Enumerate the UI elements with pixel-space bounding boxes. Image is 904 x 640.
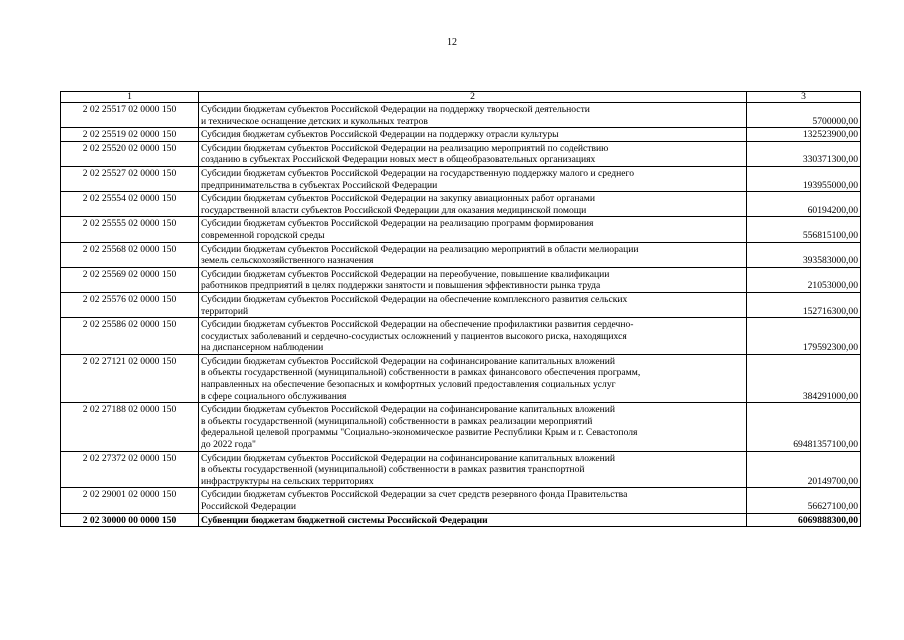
row-code: 2 02 25519 02 0000 150	[61, 128, 199, 142]
row-amount: 69481357100,00	[747, 403, 861, 451]
total-label: Субвенции бюджетам бюджетной системы Российской Федерации	[199, 513, 747, 527]
row-code: 2 02 25520 02 0000 150	[61, 141, 199, 166]
row-amount: 384291000,00	[747, 354, 861, 402]
table-row	[61, 242, 861, 267]
row-amount: 5700000,00	[747, 103, 861, 128]
budget-table	[60, 91, 861, 527]
row-amount: 152716300,00	[747, 292, 861, 317]
row-description	[199, 292, 747, 317]
row-description-line: Российской Федерации	[201, 501, 296, 512]
row-description-line: предпринимательства в субъектах Российской Федерации	[201, 179, 438, 191]
row-description	[199, 403, 747, 451]
column-header-amount: 3	[747, 92, 861, 103]
row-description-line: Субсидии бюджетам субъектов Российской Федерации на софинансирование капитальных вложений	[201, 355, 615, 367]
row-description	[199, 354, 747, 402]
row-description-line: Субсидии бюджетам субъектов Российской Федерации на софинансирование капитальных вложений	[201, 404, 615, 416]
row-code: 2 02 27372 02 0000 150	[61, 451, 199, 488]
row-description-line: Субсидии бюджетам субъектов Российской Федерации на реализацию мероприятий по содействию	[201, 142, 609, 154]
table-row	[61, 217, 861, 242]
column-header-code: 1	[61, 92, 199, 103]
table-row	[61, 451, 861, 488]
row-description-line: в объекты государственной (муниципальной) собственности в рамках реализации мероприятий	[201, 415, 593, 427]
row-description-line: Субсидии бюджетам субъектов Российской Федерации за счет средств резервного фонда Правительства	[201, 489, 628, 501]
table-header-row	[61, 92, 861, 103]
row-description	[199, 217, 747, 242]
row-code: 2 02 25576 02 0000 150	[61, 292, 199, 317]
row-description-line: и техническое оснащение детских и кукольных театров	[201, 115, 428, 127]
row-description-line: Субсидии бюджетам субъектов Российской Федерации на переобучение, повышение квалификации	[201, 268, 610, 280]
row-description-line: федеральной целевой программы "Социально-экономическое развитие Республики Крым и г. Севастополя	[201, 427, 638, 439]
row-description	[199, 242, 747, 267]
row-code: 2 02 25517 02 0000 150	[61, 103, 199, 128]
row-description	[199, 488, 747, 513]
row-description-line: Субсидии бюджетам субъектов Российской Федерации на обеспечение профилактики развития сердечно-	[201, 319, 634, 331]
row-description-line: инфраструктуры на сельских территориях	[201, 475, 374, 487]
table-row	[61, 292, 861, 317]
row-description	[199, 267, 747, 292]
row-description	[199, 141, 747, 166]
row-amount: 132523900,00	[747, 128, 861, 142]
row-amount: 56627100,00	[747, 488, 861, 513]
row-amount: 193955000,00	[747, 166, 861, 191]
table-row	[61, 166, 861, 191]
table-row	[61, 488, 861, 513]
row-code: 2 02 27121 02 0000 150	[61, 354, 199, 402]
row-description	[199, 166, 747, 191]
row-description	[199, 128, 747, 142]
table-total-row	[61, 513, 861, 527]
row-amount: 21053000,00	[747, 267, 861, 292]
row-description-line: Субсидии бюджетам субъектов Российской Федерации на поддержку творческой деятельности	[201, 104, 590, 115]
row-amount: 20149700,00	[747, 451, 861, 488]
row-description	[199, 318, 747, 355]
row-description-line: территорий	[201, 305, 249, 317]
row-description-line: Субсидии бюджетам субъектов Российской Федерации на софинансирование капитальных вложений	[201, 452, 615, 464]
column-header-description: 2	[199, 92, 747, 103]
total-code: 2 02 30000 00 0000 150	[61, 513, 199, 527]
total-amount: 6069888300,00	[747, 513, 861, 527]
table-row	[61, 128, 861, 142]
row-amount: 393583000,00	[747, 242, 861, 267]
row-description-line: в объекты государственной (муниципальной) собственности в рамках развития транспортной	[201, 464, 585, 476]
table-row	[61, 267, 861, 292]
row-code: 2 02 27188 02 0000 150	[61, 403, 199, 451]
row-amount: 60194200,00	[747, 192, 861, 217]
row-code: 2 02 25555 02 0000 150	[61, 217, 199, 242]
row-description-line: Субсидии бюджетам субъектов Российской Федерации на закупку авиационных работ органами	[201, 193, 596, 205]
row-description-line: в сфере социального обслуживания	[201, 390, 347, 402]
row-amount: 330371300,00	[747, 141, 861, 166]
row-code: 2 02 25586 02 0000 150	[61, 318, 199, 355]
row-code: 2 02 25568 02 0000 150	[61, 242, 199, 267]
page-number: 12	[447, 37, 457, 48]
row-description-line: направленных на обеспечение безопасных и комфортных условий предоставления социальных услуг	[201, 379, 616, 391]
row-description-line: земель сельскохозяйственного назначения	[201, 255, 374, 267]
row-description	[199, 192, 747, 217]
row-description-line: современной городской среды	[201, 229, 325, 241]
table-row	[61, 403, 861, 451]
row-description-line: государственной власти субъектов Российской Федерации для оказания медицинской помощи	[201, 204, 587, 216]
row-description-line: Субсидии бюджетам субъектов Российской Федерации на реализацию программ формирования	[201, 218, 594, 230]
table-row	[61, 141, 861, 166]
row-code: 2 02 25569 02 0000 150	[61, 267, 199, 292]
table-row	[61, 103, 861, 128]
row-code: 2 02 29001 02 0000 150	[61, 488, 199, 513]
row-description-line: работников предприятий в целях поддержки занятости и повышения эффективности рынка труда	[201, 280, 601, 292]
table-row	[61, 318, 861, 355]
row-description-line: сосудистых заболеваний и сердечно-сосудистых осложнений у пациентов высокого риска, находящихся	[201, 330, 627, 342]
row-code: 2 02 25554 02 0000 150	[61, 192, 199, 217]
row-description-line: созданию в субъектах Российской Федерации новых мест в общеобразовательных организациях	[201, 154, 596, 166]
row-description-line: Субсидии бюджетам субъектов Российской Федерации на государственную поддержку малого и среднего	[201, 167, 634, 179]
table-row	[61, 354, 861, 402]
row-description-line: на диспансерном наблюдении	[201, 342, 324, 354]
row-description-line: в объекты государственной (муниципальной) собственности в рамках финансового обеспечения программ,	[201, 367, 641, 379]
row-amount: 179592300,00	[747, 318, 861, 355]
row-description	[199, 451, 747, 488]
row-description	[199, 103, 747, 128]
row-description-line: до 2022 года"	[201, 439, 256, 451]
row-code: 2 02 25527 02 0000 150	[61, 166, 199, 191]
table-row	[61, 192, 861, 217]
row-description-line: Субсидии бюджетам субъектов Российской Федерации на обеспечение комплексного развития сельских	[201, 293, 628, 305]
row-description-line: Субсидия бюджетам субъектов Российской Федерации на поддержку отрасли культуры	[201, 129, 559, 141]
row-description-line: Субсидии бюджетам субъектов Российской Федерации на реализацию мероприятий в области мелиорации	[201, 243, 639, 255]
row-amount: 556815100,00	[747, 217, 861, 242]
